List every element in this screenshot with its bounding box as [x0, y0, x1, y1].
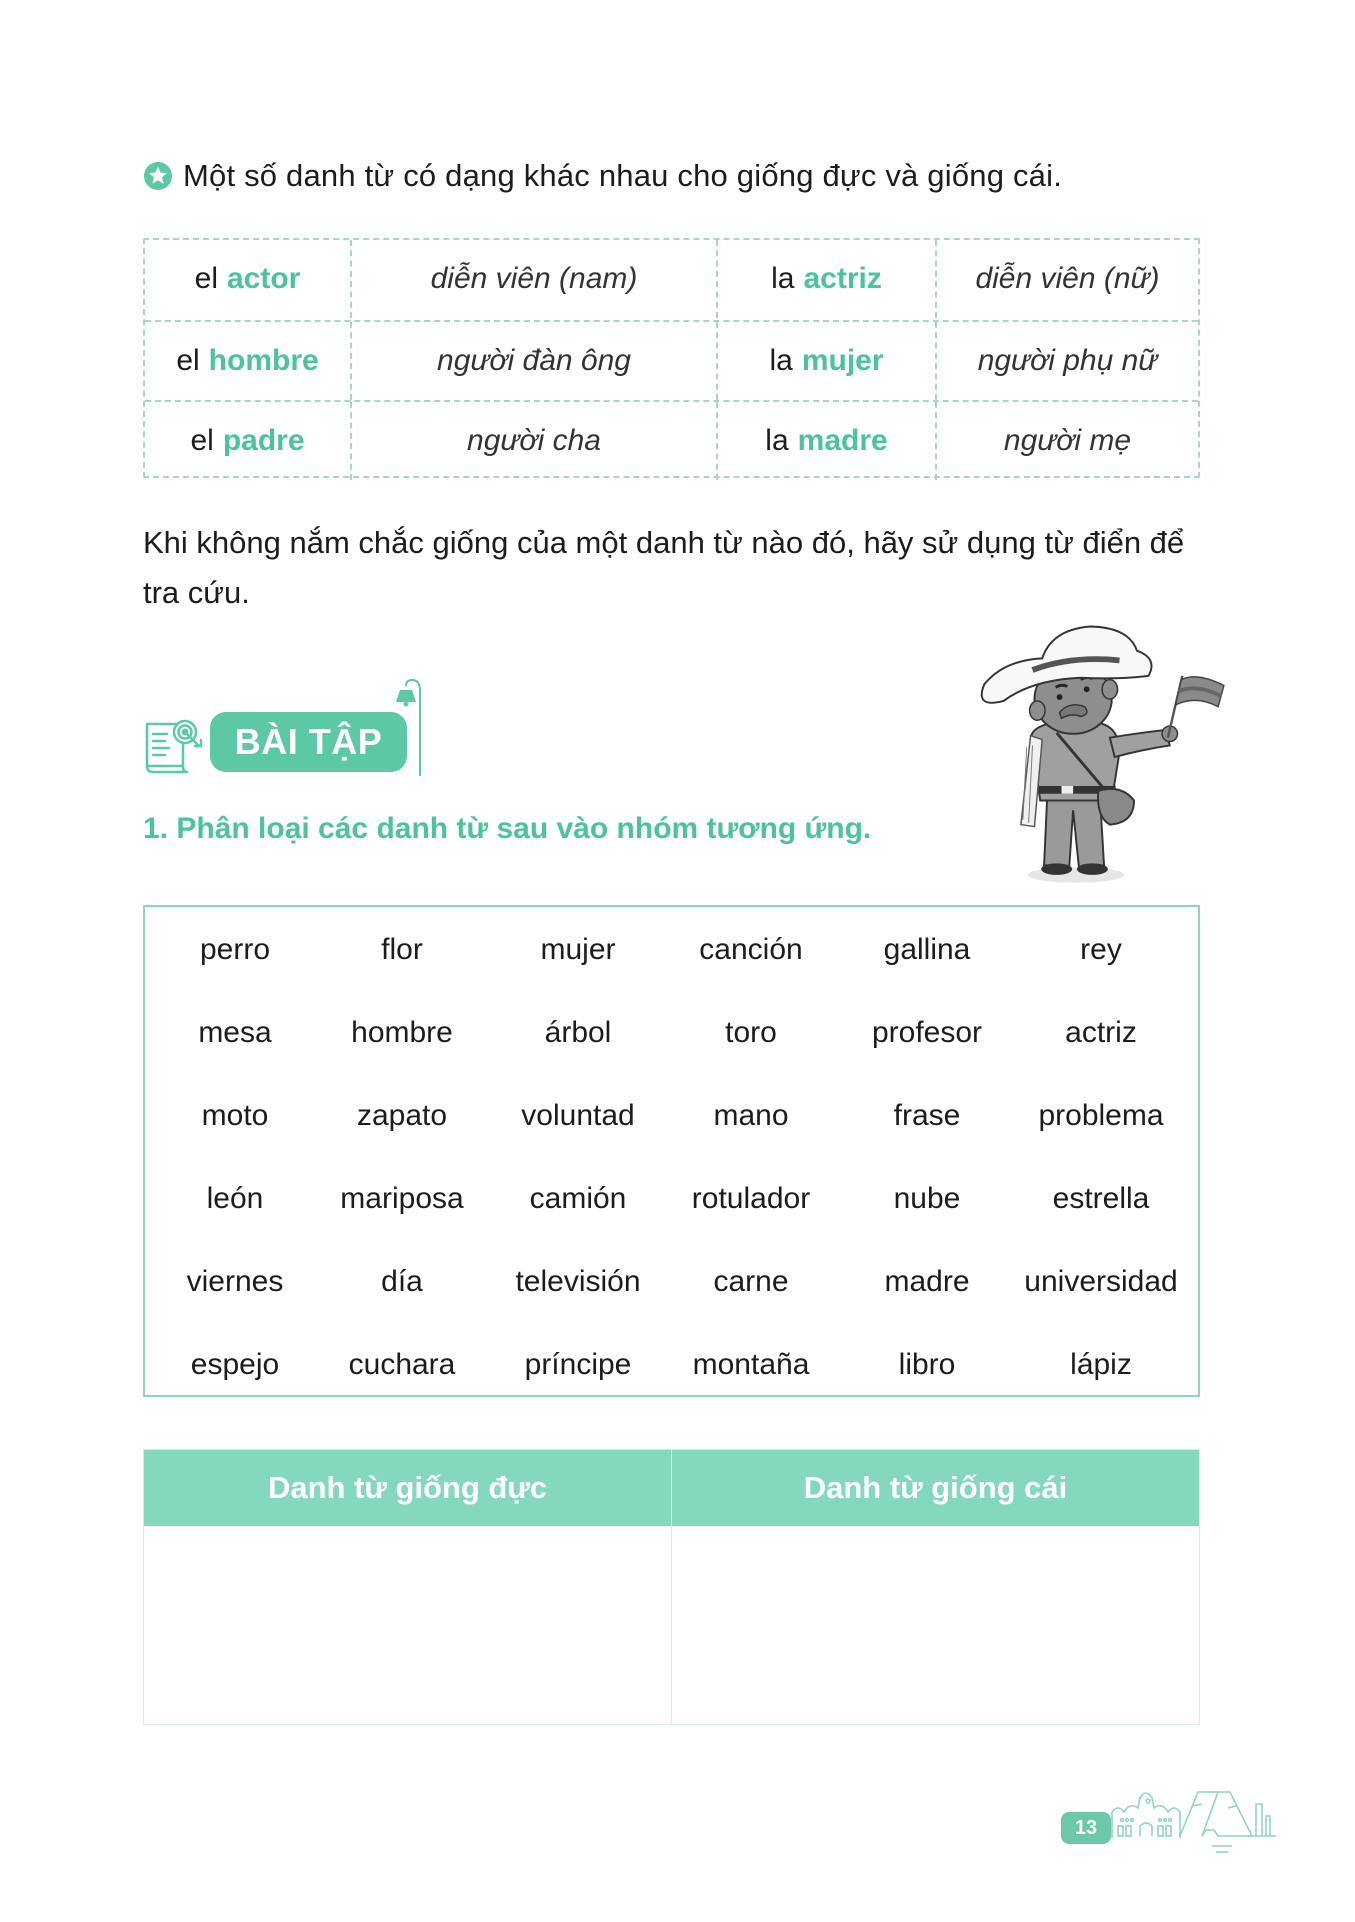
- word: mariposa: [340, 1182, 464, 1215]
- word: árbol: [544, 1016, 612, 1049]
- feminine-cell: [716, 322, 935, 400]
- page-number: 13: [1061, 1812, 1111, 1844]
- document-target-icon: [143, 716, 205, 776]
- exercise-question: 1. Phân loại các danh từ sau vào nhóm tương ứng.: [143, 812, 872, 845]
- noun: actor: [227, 262, 301, 295]
- word: príncipe: [524, 1348, 632, 1381]
- word: rotulador: [691, 1182, 811, 1215]
- feminine-meaning: người mẹ: [935, 402, 1198, 480]
- intro-line: [143, 156, 1062, 196]
- word: mano: [713, 1099, 789, 1132]
- word: hombre: [351, 1016, 453, 1049]
- man-with-hat-and-flag-illustration: [960, 612, 1250, 902]
- noun: madre: [797, 424, 888, 457]
- word: perro: [199, 933, 271, 966]
- word: león: [206, 1182, 264, 1215]
- word: voluntad: [521, 1099, 635, 1132]
- noun: padre: [222, 424, 305, 457]
- word: universidad: [1024, 1265, 1178, 1298]
- masculine-meaning: người cha: [350, 402, 716, 480]
- article: la: [765, 424, 789, 457]
- word: profesor: [871, 1016, 983, 1049]
- word: zapato: [356, 1099, 448, 1132]
- word: canción: [699, 933, 803, 966]
- word: moto: [201, 1099, 269, 1132]
- word: frase: [893, 1099, 961, 1132]
- word: rey: [1080, 933, 1122, 966]
- table-header: [144, 1450, 1199, 1526]
- word: problema: [1038, 1099, 1164, 1132]
- word: cuchara: [348, 1348, 456, 1381]
- vocab-row: [145, 240, 1198, 320]
- word: montaña: [692, 1348, 810, 1381]
- article: el: [190, 424, 214, 457]
- noun: hombre: [208, 344, 319, 377]
- classification-table: [143, 1449, 1200, 1725]
- masculine-cell: [145, 322, 350, 400]
- vocab-table: [143, 238, 1200, 478]
- word: libro: [898, 1348, 956, 1381]
- feminine-answer-cell[interactable]: [671, 1526, 1199, 1724]
- intro-text: Một số danh từ có dạng khác nhau cho giống đực và giống cái.: [183, 158, 1063, 193]
- lamp-icon: [386, 676, 428, 778]
- city-skyline-icon: [1110, 1784, 1300, 1858]
- noun: actriz: [803, 262, 882, 295]
- masculine-meaning: diễn viên (nam): [350, 240, 716, 318]
- word: lápiz: [1070, 1348, 1132, 1381]
- word: camión: [529, 1182, 627, 1215]
- word: televisión: [515, 1265, 641, 1298]
- word: gallina: [883, 933, 971, 966]
- feminine-cell: [716, 402, 935, 480]
- vocab-row: [145, 400, 1198, 482]
- word: mujer: [540, 933, 616, 966]
- masculine-cell: [145, 402, 350, 480]
- word: nube: [893, 1182, 961, 1215]
- vocab-row: [145, 320, 1198, 402]
- feminine-meaning: diễn viên (nữ): [935, 240, 1198, 318]
- masculine-meaning: người đàn ông: [350, 322, 716, 400]
- word: día: [381, 1265, 423, 1298]
- masculine-answer-cell[interactable]: [144, 1526, 671, 1724]
- feminine-meaning: người phụ nữ: [935, 322, 1198, 400]
- article: la: [769, 344, 793, 377]
- word-bank: [143, 905, 1200, 1397]
- star-circle-icon: [143, 161, 173, 191]
- exercise-banner: BÀI TẬP: [210, 712, 407, 772]
- article: la: [771, 262, 795, 295]
- word: madre: [884, 1265, 970, 1298]
- word: estrella: [1052, 1182, 1150, 1215]
- dictionary-tip-paragraph: Khi không nắm chắc giống của một danh từ nào đó, hãy sử dụng từ điển để tra cứu.: [143, 525, 1185, 610]
- article: el: [194, 262, 218, 295]
- word: viernes: [186, 1265, 284, 1298]
- noun: mujer: [801, 344, 884, 377]
- table-body: [144, 1526, 1199, 1724]
- word: toro: [725, 1016, 777, 1049]
- masculine-cell: [145, 240, 350, 318]
- feminine-cell: [716, 240, 935, 318]
- article: el: [176, 344, 200, 377]
- word: mesa: [198, 1016, 272, 1049]
- header-feminine: Danh từ giống cái: [671, 1450, 1199, 1526]
- word: actriz: [1065, 1016, 1137, 1049]
- word: carne: [713, 1265, 789, 1298]
- word: espejo: [190, 1348, 280, 1381]
- word: flor: [381, 933, 423, 966]
- header-masculine: Danh từ giống đực: [267, 1470, 548, 1505]
